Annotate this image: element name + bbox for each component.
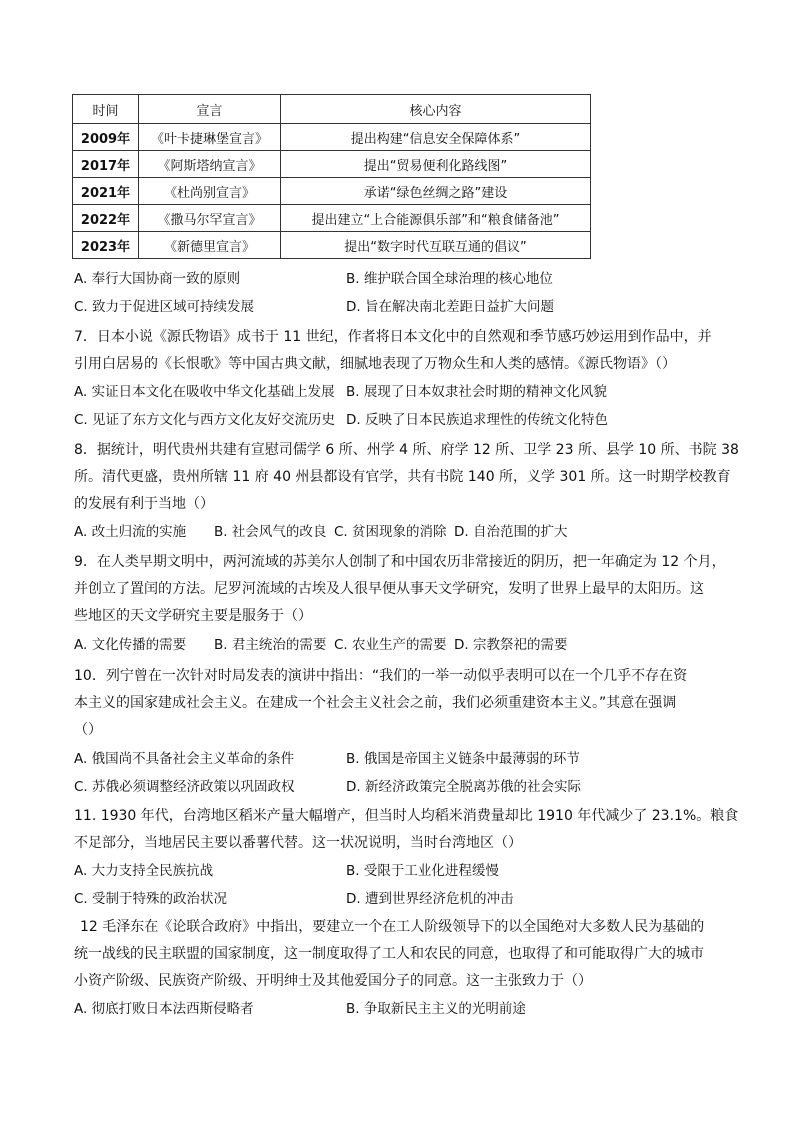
year-cell: 2023年 — [73, 232, 139, 259]
q8-option-a: A. 改土归流的实施 — [74, 524, 187, 540]
q8-option-c: C. 贫困现象的消除 — [334, 524, 447, 540]
q12-stem-line: 统一战线的民主联盟的国家制度，这一制度取得了工人和农民的同意，也取得了和可能取得广大的城市 — [74, 946, 704, 962]
q10-stem-line: （） — [74, 722, 102, 738]
declaration-cell: 《叶卡捷琳堡宣言》 — [139, 124, 281, 151]
content-cell: 提出“贸易便利化路线图” — [281, 151, 591, 178]
declarations-table — [72, 94, 591, 259]
header-cell: 宣言 — [139, 95, 281, 124]
q7-option-a: A. 实证日本文化在吸收中华文化基础上发展 — [74, 384, 335, 400]
q6-option-a: A. 奉行大国协商一致的原则 — [74, 271, 241, 287]
q6-option-b: B. 维护联合国全球治理的核心地位 — [346, 271, 553, 287]
q11-stem-line: 11. 1930 年代，台湾地区稻米产量大幅增产，但当时人均稻米消费量却比 1910 年代减少了 23.1%。粮食 — [74, 808, 739, 824]
q8-stem-line: 的发展有利于当地（） — [74, 496, 214, 512]
table-row — [73, 178, 591, 205]
q7-stem-line: 7．日本小说《源氏物语》成书于 11 世纪，作者将日本文化中的自然观和季节感巧妙运用到作品中，并 — [74, 329, 712, 345]
header-cell: 核心内容 — [281, 95, 591, 124]
q9-stem-line: 些地区的天文学研究主要是服务于（） — [74, 608, 312, 624]
q11-option-d: D. 遭到世界经济危机的冲击 — [346, 891, 514, 907]
q7-option-d: D. 反映了日本民族追求理性的传统文化特色 — [346, 412, 608, 428]
declaration-cell: 《新德里宣言》 — [139, 232, 281, 259]
q12-option-a: A. 彻底打败日本法西斯侵略者 — [74, 1001, 254, 1017]
q11-stem-line: 不足部分，当地居民主要以番薯代替。这一状况说明，当时台湾地区（） — [74, 835, 522, 851]
year-cell: 2017年 — [73, 151, 139, 178]
q9-stem-line: 9．在人类早期文明中，两河流域的苏美尔人创制了和中国农历非常接近的阴历，把一年确定为 12 个月， — [74, 554, 726, 570]
table-header-row — [73, 95, 591, 124]
q6-option-c: C. 致力于促进区域可持续发展 — [74, 299, 255, 315]
q11-option-a: A. 大力支持全民族抗战 — [74, 863, 214, 879]
header-cell: 时间 — [73, 95, 139, 124]
q11-option-c: C. 受制于特殊的政治状况 — [74, 891, 228, 907]
q10-option-a: A. 俄国尚不具备社会主义革命的条件 — [74, 751, 295, 767]
table-row — [73, 151, 591, 178]
content-cell: 提出建立“上合能源俱乐部”和“粮食储备池” — [281, 205, 591, 232]
q7-option-b: B. 展现了日本奴隶社会时期的精神文化风貌 — [346, 384, 607, 400]
year-cell: 2009年 — [73, 124, 139, 151]
q12-stem-line: 12 毛泽东在《论联合政府》中指出，要建立一个在工人阶级领导下的以全国绝对大多数人民为基础的 — [80, 919, 705, 935]
q10-stem-line: 本主义的国家建成社会主义。在建成一个社会主义社会之前，我们必须重建资本主义。”其意在强调 — [74, 695, 677, 711]
q9-option-d: D. 宗教祭祀的需要 — [454, 637, 568, 653]
year-cell: 2022年 — [73, 205, 139, 232]
q9-stem-line: 并创立了置闰的方法。尼罗河流域的古埃及人很早便从事天文学研究，发明了世界上最早的太阳历。这 — [74, 581, 704, 597]
table-row — [73, 232, 591, 259]
q9-option-a: A. 文化传播的需要 — [74, 637, 187, 653]
content-cell: 承诺“绿色丝绸之路”建设 — [281, 178, 591, 205]
q8-stem-line: 8．据统计，明代贵州共建有宣慰司儒学 6 所、州学 4 所、府学 12 所、卫学 23 所、县学 10 所、书院 38 — [74, 442, 739, 458]
q10-option-c: C. 苏俄必须调整经济政策以巩固政权 — [74, 779, 295, 795]
content-cell: 提出构建“信息安全保障体系” — [281, 124, 591, 151]
q6-option-d: D. 旨在解决南北差距日益扩大问题 — [346, 299, 554, 315]
q7-stem-line: 引用白居易的《长恨歌》等中国古典文献，细腻地表现了万物众生和人类的感情。《源氏物语》（） — [74, 356, 676, 372]
q12-option-b: B. 争取新民主主义的光明前途 — [346, 1001, 526, 1017]
q7-option-c: C. 见证了东方文化与西方文化友好交流历史 — [74, 412, 336, 428]
table-row — [73, 124, 591, 151]
q8-option-d: D. 自治范围的扩大 — [454, 524, 568, 540]
declaration-cell: 《阿斯塔纳宣言》 — [139, 151, 281, 178]
declaration-cell: 《撒马尔罕宣言》 — [139, 205, 281, 232]
q11-option-b: B. 受限于工业化进程缓慢 — [346, 863, 499, 879]
q9-option-b: B. 君主统治的需要 — [214, 637, 327, 653]
year-cell: 2021年 — [73, 178, 139, 205]
content-cell: 提出“数字时代互联互通的倡议” — [281, 232, 591, 259]
declaration-cell: 《杜尚别宣言》 — [139, 178, 281, 205]
q10-stem-line: 10．列宁曾在一次针对时局发表的演讲中指出：“我们的一举一动似乎表明可以在一个几乎不存在资 — [74, 668, 688, 684]
q9-option-c: C. 农业生产的需要 — [334, 637, 447, 653]
q8-stem-line: 所。清代更盛，贵州所辖 11 府 40 州县都设有官学，共有书院 140 所，义学 301 所。这一时期学校教育 — [74, 469, 731, 485]
q12-stem-line: 小资产阶级、民族资产阶级、开明绅士及其他爱国分子的同意。这一主张致力于（） — [74, 973, 592, 989]
q10-option-d: D. 新经济政策完全脱离苏俄的社会实际 — [346, 779, 581, 795]
q10-option-b: B. 俄国是帝国主义链条中最薄弱的环节 — [346, 751, 580, 767]
table-row — [73, 205, 591, 232]
q8-option-b: B. 社会风气的改良 — [214, 524, 327, 540]
